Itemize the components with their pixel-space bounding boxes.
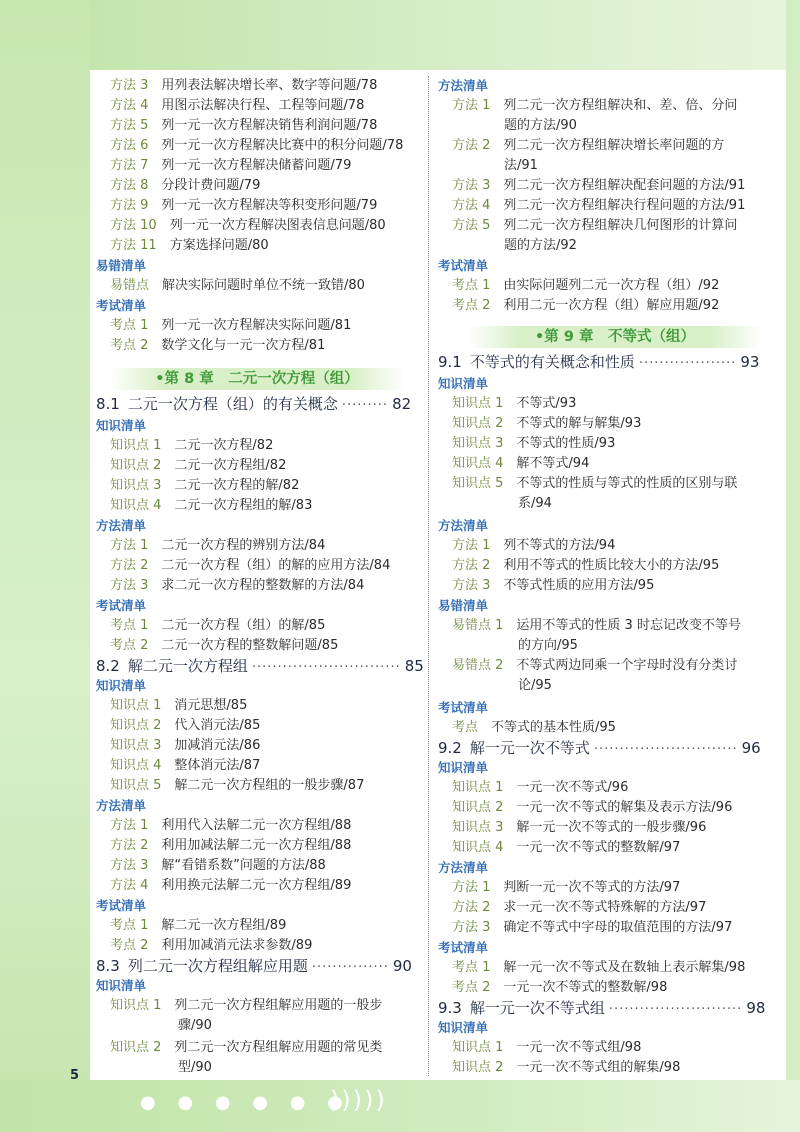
toc-entry[interactable]: 考点 1 二元一次方程（组）的解/85 xyxy=(110,618,326,633)
toc-entry[interactable]: 方法 3 求二元一次方程的整数解的方法/84 xyxy=(110,578,365,593)
toc-entry[interactable]: 知识点 4 二元一次方程组的解/83 xyxy=(110,498,313,513)
toc-entry[interactable]: 方法 2 列二元一次方程组解决增长率问题的方 xyxy=(452,138,725,153)
toc-entry[interactable]: 考点 2 利用加减消元法求参数/89 xyxy=(110,938,313,953)
toc-entry[interactable]: 易错点 解决实际问题时单位不统一致错/80 xyxy=(110,278,365,293)
toc-entry[interactable]: 方法 3 不等式性质的应用方法/95 xyxy=(452,578,655,593)
toc-entry[interactable]: 方法 3 解“看错系数”问题的方法/88 xyxy=(110,858,326,873)
toc-entry-continuation: 题的方法/92 xyxy=(504,238,577,253)
toc-entry[interactable]: 考点 1 由实际问题列二元一次方程（组）/92 xyxy=(452,278,720,293)
toc-entry[interactable]: 知识点 2 代入消元法/85 xyxy=(110,718,261,733)
toc-entry[interactable]: 方法 2 求一元一次不等式特殊解的方法/97 xyxy=(452,900,707,915)
toc-entry[interactable]: 知识点 1 二元一次方程/82 xyxy=(110,438,274,453)
toc-entry[interactable]: 方法 8 分段计费问题/79 xyxy=(110,178,261,193)
toc-entry[interactable]: 方法 1 判断一元一次不等式的方法/97 xyxy=(452,880,681,895)
section-label-methods: 方法清单 xyxy=(438,78,489,93)
section-heading[interactable]: 8.2 解二元一次方程组 ····························· 85 xyxy=(96,657,424,675)
toc-entry[interactable]: 知识点 5 解二元一次方程组的一般步骤/87 xyxy=(110,778,365,793)
toc-entry[interactable]: 考点 2 数学文化与一元一次方程/81 xyxy=(110,338,326,353)
toc-entry[interactable]: 知识点 3 二元一次方程的解/82 xyxy=(110,478,300,493)
toc-entry[interactable]: 易错点 1 运用不等式的性质 3 时忘记改变不等号 xyxy=(452,618,741,633)
toc-entry[interactable]: 方法 7 列一元一次方程解决储蓄问题/79 xyxy=(110,158,352,173)
toc-entry[interactable]: 知识点 1 一元一次不等式/96 xyxy=(452,780,629,795)
section-heading[interactable]: 8.3 列二元一次方程组解应用题 ··············· 90 xyxy=(96,957,412,975)
decorative-dots: ● ● ● ● ● ● xyxy=(140,1092,351,1113)
toc-entry[interactable]: 方法 3 确定不等式中字母的取值范围的方法/97 xyxy=(452,920,733,935)
toc-entry[interactable]: 知识点 3 不等式的性质/93 xyxy=(452,436,616,451)
toc-entry[interactable]: 方法 1 列二元一次方程组解决和、差、倍、分问 xyxy=(452,98,738,113)
section-heading[interactable]: 9.2 解一元一次不等式 ···························· 96 xyxy=(438,739,761,757)
section-label-exams: 考试清单 xyxy=(96,898,147,913)
toc-entry[interactable]: 知识点 1 一元一次不等式组/98 xyxy=(452,1040,642,1055)
toc-entry[interactable]: 方法 1 二元一次方程的辨别方法/84 xyxy=(110,538,326,553)
toc-entry[interactable]: 方法 5 列一元一次方程解决销售利润问题/78 xyxy=(110,118,378,133)
section-label-exams: 考试清单 xyxy=(96,598,147,613)
section-label-errors: 易错清单 xyxy=(438,598,489,613)
toc-entry[interactable]: 方法 6 列一元一次方程解决比赛中的积分问题/78 xyxy=(110,138,404,153)
section-label-methods: 方法清单 xyxy=(96,518,147,533)
toc-entry[interactable]: 知识点 2 二元一次方程组/82 xyxy=(110,458,287,473)
section-label-exams: 考试清单 xyxy=(438,258,489,273)
toc-entry[interactable]: 方法 5 列二元一次方程组解决几何图形的计算问 xyxy=(452,218,738,233)
toc-entry[interactable]: 易错点 2 不等式两边同乘一个字母时没有分类讨 xyxy=(452,658,738,673)
section-heading[interactable]: 8.1 二元一次方程（组）的有关概念 ········· 82 xyxy=(96,395,412,413)
toc-entry[interactable]: 知识点 1 不等式/93 xyxy=(452,396,577,411)
toc-entry[interactable]: 考点 1 列一元一次方程解决实际问题/81 xyxy=(110,318,352,333)
toc-entry[interactable]: 方法 2 二元一次方程（组）的解的应用方法/84 xyxy=(110,558,391,573)
toc-entry[interactable]: 考点 1 解二元一次方程组/89 xyxy=(110,918,287,933)
toc-entry[interactable]: 方法 10 列一元一次方程解决图表信息问题/80 xyxy=(110,218,386,233)
toc-entry[interactable]: 知识点 4 一元一次不等式的整数解/97 xyxy=(452,840,681,855)
toc-entry[interactable]: 知识点 2 一元一次不等式的解集及表示方法/96 xyxy=(452,800,733,815)
toc-entry[interactable]: 方法 4 用图示法解决行程、工程等问题/78 xyxy=(110,98,365,113)
decorative-waves: ))))) xyxy=(330,1086,387,1114)
toc-entry[interactable]: 考点 不等式的基本性质/95 xyxy=(452,720,616,735)
toc-entry[interactable]: 考点 2 二元一次方程的整数解问题/85 xyxy=(110,638,339,653)
toc-entry[interactable]: 知识点 2 一元一次不等式组的解集/98 xyxy=(452,1060,681,1075)
toc-entry[interactable]: 方法 1 列不等式的方法/94 xyxy=(452,538,616,553)
toc-entry[interactable]: 知识点 4 整体消元法/87 xyxy=(110,758,261,773)
toc-entry[interactable]: 考点 2 利用二元一次方程（组）解应用题/92 xyxy=(452,298,720,313)
toc-entry[interactable]: 方法 1 利用代入法解二元一次方程组/88 xyxy=(110,818,352,833)
toc-entry[interactable]: 知识点 2 不等式的解与解集/93 xyxy=(452,416,642,431)
toc-entry[interactable]: 知识点 1 消元思想/85 xyxy=(110,698,248,713)
toc-entry[interactable]: 考点 2 一元一次不等式的整数解/98 xyxy=(452,980,668,995)
toc-entry[interactable]: 方法 9 列一元一次方程解决等积变形问题/79 xyxy=(110,198,378,213)
toc-entry[interactable]: 知识点 1 列二元一次方程组解应用题的一般步 xyxy=(110,998,383,1013)
section-label-methods: 方法清单 xyxy=(96,798,147,813)
page-number: 5 xyxy=(70,1068,80,1083)
chapter-heading[interactable]: •第 9 章 不等式（组） xyxy=(468,326,762,348)
section-label-methods: 方法清单 xyxy=(438,860,489,875)
toc-entry[interactable]: 方法 4 列二元一次方程组解决行程问题的方法/91 xyxy=(452,198,746,213)
section-heading[interactable]: 9.1 不等式的有关概念和性质 ··················· 93 xyxy=(438,353,760,371)
section-label-knowledge: 知识清单 xyxy=(438,376,489,391)
section-label-errors: 易错清单 xyxy=(96,258,147,273)
toc-entry-continuation: 骤/90 xyxy=(178,1018,212,1033)
section-label-knowledge: 知识清单 xyxy=(438,1020,489,1035)
toc-entry[interactable]: 考点 1 解一元一次不等式及在数轴上表示解集/98 xyxy=(452,960,746,975)
section-label-exams: 考试清单 xyxy=(438,940,489,955)
toc-entry[interactable]: 方法 3 列二元一次方程组解决配套问题的方法/91 xyxy=(452,178,746,193)
toc-entry-continuation: 的方向/95 xyxy=(518,638,578,653)
toc-entry-continuation: 题的方法/90 xyxy=(504,118,577,133)
section-label-knowledge: 知识清单 xyxy=(438,760,489,775)
toc-entry[interactable]: 方法 2 利用不等式的性质比较大小的方法/95 xyxy=(452,558,720,573)
toc-entry[interactable]: 知识点 3 解一元一次不等式的一般步骤/96 xyxy=(452,820,707,835)
section-heading[interactable]: 9.3 解一元一次不等式组 ·························· 98 xyxy=(438,999,766,1017)
toc-entry[interactable]: 知识点 4 解不等式/94 xyxy=(452,456,590,471)
toc-entry[interactable]: 知识点 3 加减消元法/86 xyxy=(110,738,261,753)
toc-entry[interactable]: 方法 4 利用换元法解二元一次方程组/89 xyxy=(110,878,352,893)
right-margin-band xyxy=(786,0,800,1132)
toc-entry[interactable]: 知识点 2 列二元一次方程组解应用题的常见类 xyxy=(110,1040,383,1055)
section-label-exams: 考试清单 xyxy=(96,298,147,313)
section-label-knowledge: 知识清单 xyxy=(96,978,147,993)
toc-entry[interactable]: 知识点 5 不等式的性质与等式的性质的区别与联 xyxy=(452,476,738,491)
footer-band xyxy=(0,1080,800,1132)
toc-entry[interactable]: 方法 2 利用加减法解二元一次方程组/88 xyxy=(110,838,352,853)
left-margin-band xyxy=(0,0,90,1132)
toc-entry[interactable]: 方法 11 方案选择问题/80 xyxy=(110,238,269,253)
toc-entry-continuation: 系/94 xyxy=(518,496,552,511)
toc-entry[interactable]: 方法 3 用列表法解决增长率、数字等问题/78 xyxy=(110,78,378,93)
header-band xyxy=(0,0,800,70)
section-label-knowledge: 知识清单 xyxy=(96,678,147,693)
toc-entry-continuation: 论/95 xyxy=(518,678,552,693)
section-label-methods: 方法清单 xyxy=(438,518,489,533)
section-label-knowledge: 知识清单 xyxy=(96,418,147,433)
toc-entry-continuation: 法/91 xyxy=(504,158,538,173)
toc-entry-continuation: 型/90 xyxy=(178,1060,212,1075)
chapter-heading[interactable]: •第 8 章 二元一次方程（组） xyxy=(110,368,404,390)
column-divider xyxy=(428,76,429,1076)
section-label-exams: 考试清单 xyxy=(438,700,489,715)
